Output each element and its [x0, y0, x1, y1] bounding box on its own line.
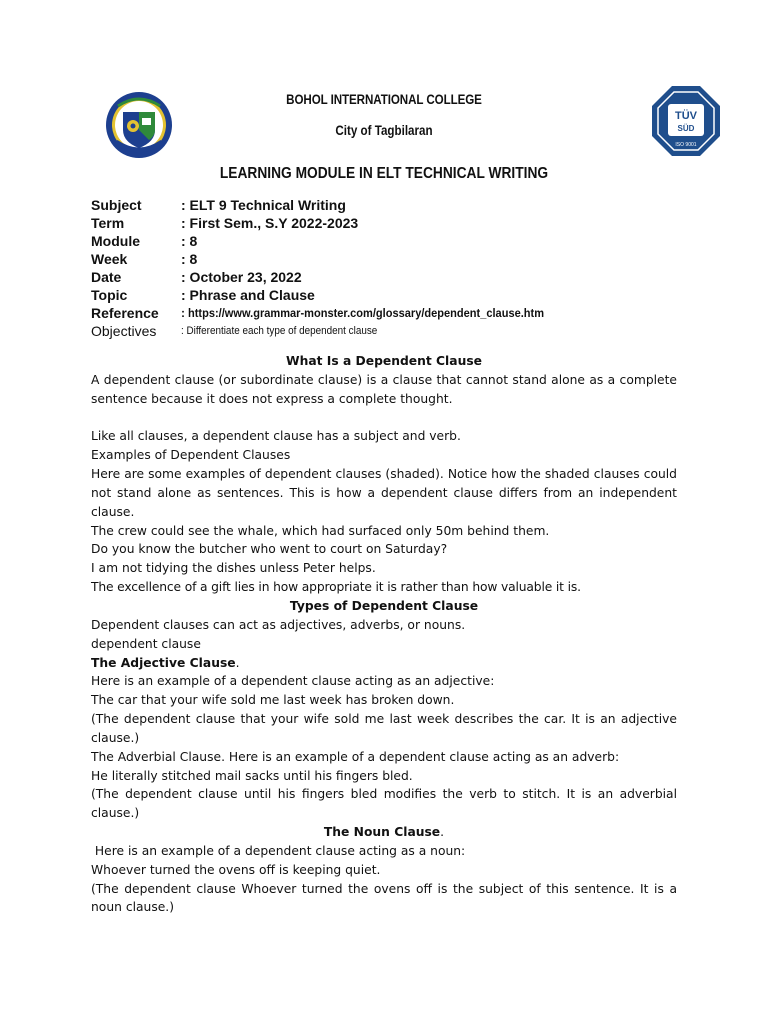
noun-clause-heading: The Noun Clause [323, 825, 441, 840]
reference-url: https://www.grammar-monster.com/glossary/dependent_clause.htm [188, 306, 545, 320]
term-label: Term [91, 215, 125, 231]
lesson-body [91, 352, 677, 917]
paragraph-examples-intro: Here are some examples of dependent clauses (shaded). Notice how the shaded clauses could not stand alone as sentences. This is how a dependent clause differs from an independent clause. [91, 467, 677, 519]
info-row-subject [91, 196, 691, 214]
noun-clause-example: Whoever turned the ovens off is keeping quiet. [91, 862, 381, 877]
info-row-topic [91, 286, 691, 304]
module-label: Module [91, 233, 140, 249]
school-city: City of Tagbilaran [335, 123, 433, 138]
objectives-value: : Differentiate each type of dependent clause [181, 325, 378, 337]
school-name: BOHOL INTERNATIONAL COLLEGE [286, 92, 482, 107]
date-label: Date [91, 269, 122, 285]
topic-label: Topic [91, 287, 128, 303]
tuv-brand-text: TÜV [675, 110, 697, 122]
noun-clause-explanation: (The dependent clause Whoever turned the ovens off is the subject of this sentence. It is a noun clause.) [91, 881, 677, 915]
tuv-sub-text: SÜD [677, 124, 695, 133]
reference-label: Reference [91, 305, 159, 321]
noun-clause-intro: Here is an example of a dependent clause acting as a noun: [91, 843, 466, 858]
paragraph-dependent-clause-label: dependent clause [91, 636, 201, 651]
objectives-label: Objectives [91, 323, 157, 339]
adjective-clause-heading: The Adjective Clause [91, 655, 236, 670]
term-value: : First Sem., S.Y 2022-2023 [181, 215, 359, 231]
adverbial-clause-example: He literally stitched mail sacks until his fingers bled. [91, 768, 413, 783]
paragraph-subject-verb: Like all clauses, a dependent clause has a subject and verb. [91, 429, 461, 444]
week-value: : 8 [181, 251, 198, 267]
date-value: : October 23, 2022 [181, 269, 302, 285]
adverbial-clause-explanation: (The dependent clause until his fingers bled modifies the verb to stitch. It is an adverbial clause.) [91, 787, 677, 821]
adjective-clause-heading-line [91, 654, 677, 673]
adjective-clause-intro: Here is an example of a dependent clause acting as an adjective: [91, 674, 495, 689]
heading-types: Types of Dependent Clause [289, 598, 479, 613]
example-sentence-4: The excellence of a gift lies in how appropriate it is rather than how valuable it is. [91, 580, 581, 595]
example-sentence-2: Do you know the butcher who went to court on Saturday? [91, 542, 448, 557]
tuv-iso-text: ISO 9001 [675, 142, 697, 148]
noun-clause-heading-line [91, 823, 677, 842]
paragraph-definition: A dependent clause (or subordinate clause) is a clause that cannot stand alone as a complete sentence because it does not express a complete thought. [91, 372, 677, 406]
subject-value: : ELT 9 Technical Writing [181, 197, 346, 213]
example-sentence-1: The crew could see the whale, which had surfaced only 50m behind them. [91, 523, 550, 538]
info-row-module [91, 232, 691, 250]
example-sentence-3: I am not tidying the dishes unless Peter helps. [91, 561, 376, 576]
info-row-date [91, 268, 691, 286]
module-value: : 8 [181, 233, 198, 249]
subject-label: Subject [91, 197, 142, 213]
info-row-term [91, 214, 691, 232]
module-info [91, 196, 691, 340]
adjective-clause-period: . [235, 655, 240, 670]
paragraph-examples-heading: Examples of Dependent Clauses [91, 448, 291, 463]
adjective-clause-explanation: (The dependent clause that your wife sold me last week describes the car. It is an adjective clause.) [91, 712, 677, 745]
reference-value: : https://www.grammar-monster.com/glossary/dependent_clause.htm [181, 306, 545, 320]
info-row-reference [91, 304, 691, 322]
noun-clause-period: . [440, 825, 445, 840]
paragraph-types: Dependent clauses can act as adjectives, adverbs, or nouns. [91, 617, 466, 632]
info-row-objectives [91, 322, 691, 340]
topic-value: : Phrase and Clause [181, 287, 315, 303]
adjective-clause-example: The car that your wife sold me last week has broken down. [91, 693, 455, 708]
adverbial-clause-intro: The Adverbial Clause. Here is an example of a dependent clause acting as an adverb: [91, 749, 620, 764]
heading-what-is-dependent-clause: What Is a Dependent Clause [286, 354, 482, 368]
module-title: LEARNING MODULE IN ELT TECHNICAL WRITING [219, 165, 549, 182]
week-label: Week [91, 251, 128, 267]
info-row-week [91, 250, 691, 268]
